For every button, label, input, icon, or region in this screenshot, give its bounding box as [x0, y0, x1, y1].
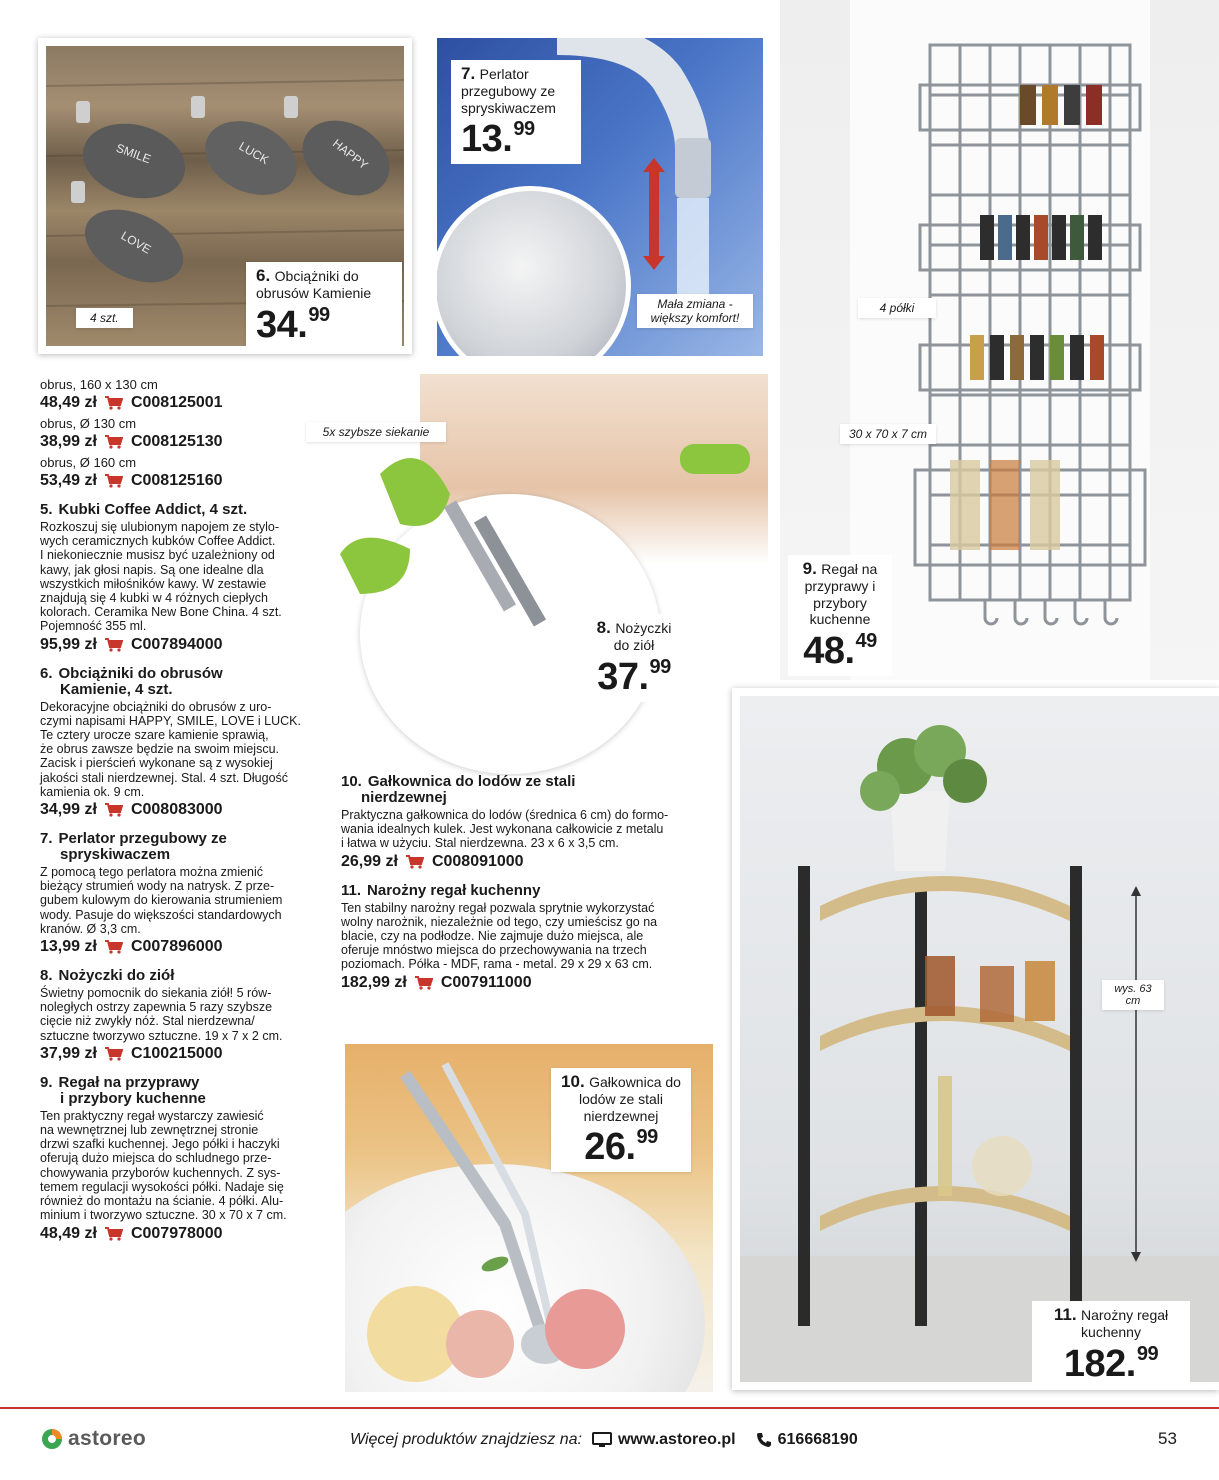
description-line: kolorach. Ceramika New Bone China. 4 szt. — [40, 605, 282, 620]
product-heading — [40, 968, 305, 984]
heading-number: 5. — [40, 501, 53, 518]
dimensions-badge: 30 x 70 x 7 cm — [840, 424, 936, 444]
heading-line: Perlator przegubowy ze — [58, 830, 227, 848]
product-heading — [341, 774, 721, 806]
add-to-cart-button[interactable] — [105, 940, 123, 954]
tag-name: Nożyczki do ziół — [613, 620, 672, 653]
price-tag-10 — [551, 1068, 691, 1172]
heading-line: Gałkownica do lodów ze stali — [367, 773, 576, 790]
price-value: 95,99 zł — [40, 635, 97, 653]
cart-icon — [105, 1047, 123, 1061]
tag-price: 37.99 — [597, 655, 671, 698]
description-line: jakości stali nierdzewnej. Stal. 4 szt. Długość — [40, 770, 289, 785]
page-number: 53 — [1158, 1429, 1177, 1448]
price-tag-8 — [586, 614, 682, 702]
description-line: temem regulacji wysokości półki. Nadaje się — [40, 1179, 284, 1194]
product-description — [341, 808, 721, 851]
price-line — [40, 938, 305, 956]
cart-icon — [105, 396, 123, 410]
price-line — [40, 801, 305, 819]
variant-label: obrus, Ø 130 cm — [40, 416, 137, 431]
description-line: kamienia ok. 9 cm. — [40, 784, 145, 799]
tag-name: Narożny regał kuchenny — [1081, 1307, 1169, 1340]
cart-icon — [105, 435, 123, 449]
description-line: Pojemność 355 ml. — [40, 619, 147, 634]
photo-herb-scissors — [300, 374, 768, 776]
price-line — [40, 636, 305, 654]
description-line: sztuczne tworzywo sztuczne. 19 x 7 x 2 cm. — [40, 1028, 283, 1043]
description-line: Rozkoszuj się ulubionym napojem ze stylo- — [40, 520, 279, 534]
heading-line: Obciążniki do obrusów — [58, 664, 223, 682]
heading-number: 9. — [40, 1073, 53, 1091]
scissors-badge: 5x szybsze siekanie — [306, 422, 446, 442]
stone-word-love: LOVE — [118, 228, 154, 257]
tag-name: Regał na przyprawy i przybory kuchenne — [804, 561, 878, 628]
description-line: wych ceramicznych kubków Coffee Addict. — [40, 534, 276, 549]
description-line: noległych ostrzy zapewnia 5 razy szybsze — [40, 1000, 273, 1015]
description-line: również do montażu na ścianie. 4 półki. Alu- — [40, 1194, 284, 1209]
description-line: poziomach. Półka - MDF, rama - metal. 29 x 29 x 63 cm. — [341, 957, 653, 972]
variant-label: obrus, Ø 160 cm — [40, 455, 137, 470]
tag-price: 34.99 — [256, 303, 330, 346]
tag-number: 6. — [256, 266, 271, 285]
qty-badge: 4 szt. — [76, 308, 133, 328]
description-line: kranów. Ø 3,3 cm. — [40, 921, 141, 936]
description-line: wody. Pasuje do większości standardowych — [40, 907, 282, 922]
description-line: wania idealnych kulek. Jest wykonana całkowicie z metalu — [341, 822, 664, 837]
heading-line: spryskiwaczem — [60, 846, 171, 864]
add-to-cart-button[interactable] — [415, 976, 433, 990]
heading-line-wrap — [341, 883, 721, 899]
price-value: 37,99 zł — [40, 1044, 97, 1062]
cart-icon — [415, 976, 433, 990]
price-tag-11 — [1032, 1301, 1190, 1382]
product-code: C007978000 — [130, 1224, 223, 1242]
heading-number: 8. — [40, 967, 53, 985]
variant-label: obrus, 160 x 130 cm — [40, 377, 158, 392]
product-code: C008125001 — [130, 394, 223, 411]
price-tag-7 — [451, 60, 581, 164]
product-heading — [40, 666, 305, 698]
cart-icon — [105, 940, 123, 954]
product-heading — [40, 831, 305, 863]
price-line — [40, 472, 305, 490]
corner-shelf-illustration — [740, 696, 1219, 1382]
description-line: Ten stabilny narożny regał pozwala sprytnie wykorzystać — [341, 900, 655, 915]
footer-info — [350, 1431, 858, 1449]
photo-spice-rack — [780, 0, 1219, 680]
tag-number: 11. — [1053, 1305, 1077, 1324]
description-line: Świetny pomocnik do siekania ziół! 5 rów- — [40, 986, 272, 1001]
description-line: wolny narożnik, niezależnie od tego, czy umieścisz go na — [341, 914, 658, 929]
add-to-cart-button[interactable] — [105, 396, 123, 410]
heading-line: Kubki Coffee Addict, 4 szt. — [58, 501, 248, 518]
description-line: gubem kulowym do kierowania strumieniem — [40, 893, 283, 908]
price-line — [40, 433, 305, 451]
product-code: C008091000 — [431, 852, 524, 870]
price-line — [341, 853, 721, 871]
product-code: C100215000 — [130, 1044, 223, 1062]
heading-line: i przybory kuchenne — [60, 1089, 206, 1107]
photo-corner-shelf — [732, 688, 1219, 1390]
product-code: C007911000 — [440, 973, 532, 991]
description-line: drzwi szafki kuchennej. Jego półki i haczyki — [40, 1137, 280, 1152]
description-line: kawy, jak głosi napis. Są one idealne dla — [40, 562, 264, 577]
tag-number: 7. — [461, 64, 476, 83]
product-heading — [40, 1075, 305, 1107]
height-badge: wys. 63 cm — [1102, 980, 1164, 1010]
product-description — [341, 901, 721, 972]
description-line: cięcie niż zwykły nóż. Stal nierdzewna/ — [40, 1014, 255, 1029]
tag-price: 48.49 — [803, 630, 877, 673]
description-line: Z pomocą tego perlatora można zmienić — [40, 865, 264, 880]
price-value: 48,49 zł — [40, 1224, 97, 1242]
product-description — [40, 700, 305, 799]
tag-number: 10. — [561, 1072, 585, 1091]
heading-number: 7. — [40, 830, 53, 848]
tag-price: 13.99 — [461, 118, 535, 161]
heading-line-wrap — [40, 666, 305, 682]
description-line: i łatwa w użyciu. Stal nierdzewna. 23 x 6 x 3,5 cm. — [341, 836, 619, 851]
heading-line: nierdzewnej — [361, 789, 447, 806]
website-link[interactable]: www.astoreo.pl — [617, 1431, 736, 1448]
middle-text-column — [341, 762, 721, 996]
heading-line: Nożyczki do ziół — [58, 967, 175, 985]
tag-name: Obciążniki do obrusów Kamienie — [256, 268, 372, 301]
description-line: Praktyczna gałkownica do lodów (średnica 6 cm) do formo- — [341, 808, 669, 822]
price-line — [40, 1225, 305, 1243]
product-code: C008083000 — [130, 801, 223, 819]
price-line — [40, 1045, 305, 1063]
photo-ice-cream-scoop — [345, 1044, 713, 1392]
stone-word-smile: SMILE — [114, 140, 153, 167]
description-line: znajdują się 4 kubki w 4 różnych ciepłych — [40, 591, 268, 606]
astoreo-logo-icon — [40, 1427, 64, 1451]
photo-tablecloth-weights — [38, 38, 412, 354]
price-tag-9 — [788, 555, 892, 676]
description-line: oferują dużo miejsca do schludnego prze- — [40, 1151, 272, 1166]
description-line: Ten praktyczny regał wystarczy zawiesić — [40, 1108, 264, 1123]
heading-number: 11. — [341, 881, 362, 899]
product-code: C008125130 — [130, 433, 223, 450]
description-line: Zacisk i pierścień wykonane są z wysokiej — [40, 756, 273, 771]
phone-number[interactable]: 616668190 — [777, 1431, 858, 1448]
left-text-column — [40, 377, 305, 1247]
heading-line-wrap — [341, 774, 721, 790]
product-description — [40, 986, 305, 1043]
tag-number: 9. — [802, 559, 817, 578]
product-heading — [341, 883, 721, 899]
heading-line: Kamienie, 4 szt. — [60, 680, 173, 698]
heading-line-wrap — [40, 968, 305, 984]
description-line: I niekoniecznie musisz być uzależniony od — [40, 548, 275, 563]
brand-name: astoreo — [68, 1427, 146, 1450]
price-line — [40, 394, 305, 412]
price-value: 53,49 zł — [40, 472, 97, 489]
tag-price: 26.99 — [584, 1126, 658, 1169]
heading-line: Narożny regał kuchenny — [367, 881, 541, 899]
shelves-badge: 4 półki — [858, 298, 936, 318]
description-line: minium i tworzywo sztuczne. 30 x 70 x 7 cm. — [40, 1208, 287, 1223]
add-to-cart-button[interactable] — [105, 435, 123, 449]
brand-logo[interactable] — [40, 1427, 146, 1451]
price-value: 38,99 zł — [40, 433, 97, 450]
tag-name: Perlator przegubowy ze spryskiwaczem — [461, 66, 556, 116]
phone-icon — [756, 1432, 772, 1448]
description-line: oferuje mnóstwo miejsca do przechowywania na trzech — [341, 943, 647, 958]
description-line: na wewnętrznej lub zewnętrznej stronie — [40, 1123, 259, 1138]
product-description — [40, 865, 305, 936]
heading-line-wrap — [40, 831, 305, 847]
stone-word-luck: LUCK — [236, 138, 272, 168]
add-to-cart-button[interactable] — [105, 474, 123, 488]
price-line — [341, 974, 721, 992]
cart-icon — [105, 474, 123, 488]
add-to-cart-button[interactable] — [406, 855, 424, 869]
heading-line-wrap — [40, 502, 305, 518]
footer — [0, 1407, 1219, 1480]
heading-line: Regał na przyprawy — [58, 1073, 200, 1091]
cart-icon — [105, 638, 123, 652]
description-line: chowywania przyborów kuchennych. Z sys- — [40, 1165, 281, 1180]
product-description — [40, 520, 305, 634]
add-to-cart-button[interactable] — [105, 803, 123, 817]
product-description — [40, 1109, 305, 1223]
tag-name: Gałkownica do lodów ze stali nierdzewnej — [578, 1074, 681, 1124]
price-value: 182,99 zł — [341, 973, 407, 991]
description-line: wszystkich miłośników kawy. W zestawie — [40, 576, 267, 591]
tag-number: 8. — [596, 618, 611, 637]
cart-icon — [105, 1227, 123, 1241]
aerator-badge: Mała zmiana - większy komfort! — [637, 294, 753, 328]
description-line: że obrus zawsze będzie na swoim miejscu. — [40, 742, 279, 757]
price-value: 26,99 zł — [341, 852, 398, 870]
footer-divider — [0, 1407, 1219, 1409]
heading-number: 10. — [341, 773, 362, 790]
cart-icon — [105, 803, 123, 817]
product-code: C007896000 — [130, 938, 223, 956]
heading-line-wrap — [40, 1075, 305, 1091]
price-value: 48,49 zł — [40, 394, 97, 411]
tag-price: 182.99 — [1063, 1342, 1159, 1382]
add-to-cart-button[interactable] — [105, 1227, 123, 1241]
price-value: 34,99 zł — [40, 801, 97, 819]
photo-faucet-aerator — [437, 38, 763, 356]
add-to-cart-button[interactable] — [105, 638, 123, 652]
description-line: blacie, czy na podłodze. Nie zajmuje dużo miejsca, ale — [341, 929, 644, 944]
stone-word-happy: HAPPY — [329, 136, 371, 173]
add-to-cart-button[interactable] — [105, 1047, 123, 1061]
heading-number: 6. — [40, 664, 53, 682]
cart-icon — [406, 855, 424, 869]
price-value: 13,99 zł — [40, 938, 97, 956]
product-heading — [40, 502, 305, 518]
product-code: C007894000 — [130, 635, 223, 653]
price-tag-6 — [246, 262, 402, 346]
monitor-icon — [592, 1432, 612, 1448]
description-line: bieżący strumień wody na natrysk. Z prze- — [40, 879, 275, 894]
product-code: C008125160 — [130, 472, 223, 489]
description-line: Dekoracyjne obciążniki do obrusów z uro- — [40, 699, 272, 714]
more-products-text: Więcej produktów znajdziesz na: — [350, 1431, 582, 1448]
description-line: czymi napisami HAPPY, SMILE, LOVE i LUCK. — [40, 713, 301, 728]
description-line: Te cztery urocze szare kamienie sprawią, — [40, 728, 269, 743]
